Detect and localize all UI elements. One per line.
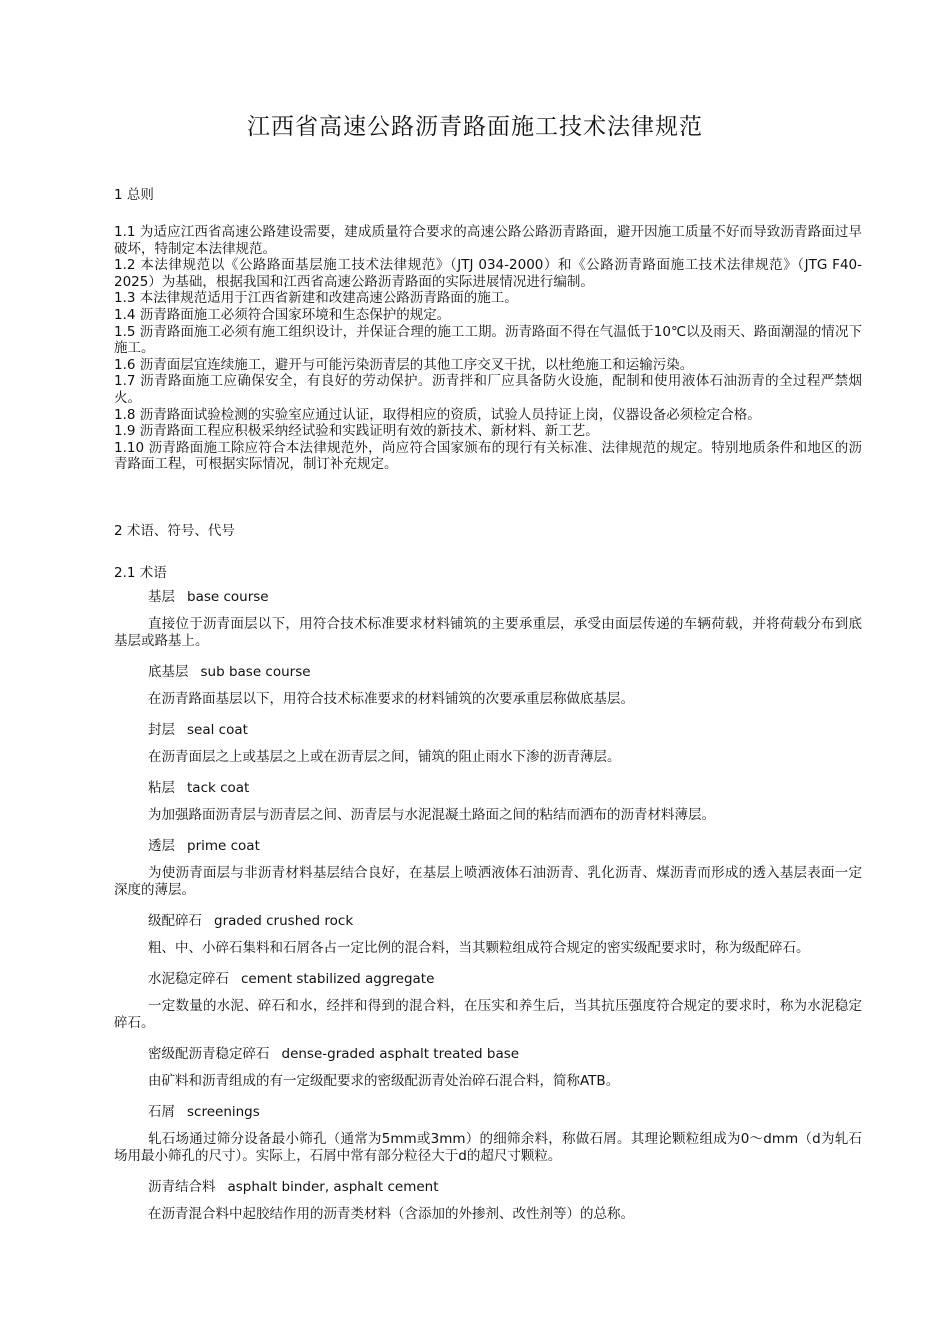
term-heading	[148, 912, 862, 931]
clause-1-5: 1.5 沥青路面施工必须有施工组织设计，并保证合理的施工工期。沥青路面不得在气温低于10℃以及雨天、路面潮湿的情况下施工。	[114, 323, 862, 357]
term-definition: 在沥青面层之上或基层之上或在沥青层之间，铺筑的阻止雨水下渗的沥青薄层。	[148, 749, 621, 765]
general-clauses	[114, 224, 862, 473]
term-zh: 透层	[148, 838, 175, 854]
term-heading	[148, 1178, 862, 1197]
term-en: asphalt binder, asphalt cement	[227, 1179, 439, 1195]
clause-1-9: 1.9 沥青路面工程应积极采纳经试验和实践证明有效的新技术、新材料、新工艺。	[114, 423, 599, 440]
term-heading	[148, 588, 862, 607]
term-zh: 粘层	[148, 780, 175, 796]
document-title: 江西省高速公路沥青路面施工技术法律规范	[247, 114, 703, 140]
term-definition: 一定数量的水泥、碎石和水，经拌和得到的混合料，在压实和养生后，当其抗压强度符合规定的要求时，称为水泥稳定碎石。	[114, 998, 862, 1031]
term-definition: 粗、中、小碎石集料和石屑各占一定比例的混合料，当其颗粒组成符合规定的密实级配要求时，称为级配碎石。	[148, 940, 810, 956]
term-entry	[114, 663, 862, 708]
term-definition: 由矿料和沥青组成的有一定级配要求的密级配沥青处治碎石混合料，简称ATB。	[148, 1073, 620, 1089]
section-1-heading: 1 总则	[114, 187, 154, 203]
term-definition: 在沥青路面基层以下，用符合技术标准要求的材料铺筑的次要承重层称做底基层。	[148, 691, 634, 707]
clause-1-4: 1.4 沥青路面施工必须符合国家环境和生态保护的规定。	[114, 306, 451, 323]
clause-1-2: 1.2 本法律规范以《公路路面基层施工技术法律规范》（JTJ 034-2000）和《公路沥青路面施工技术法律规范》（JTG F40-2025）为基础，根据我国和江西省高速公路沥青路面的实际进展情况进行编制。	[114, 257, 862, 290]
term-heading	[148, 837, 862, 856]
term-definition: 为加强路面沥青层与沥青层之间、沥青层与水泥混凝土路面之间的粘结而洒布的沥青材料薄层。	[148, 807, 715, 823]
term-entry	[114, 779, 862, 824]
term-entry	[114, 1178, 862, 1223]
term-entry	[114, 721, 862, 766]
term-entry	[114, 588, 862, 650]
term-entry	[114, 912, 862, 957]
term-definition: 为使沥青面层与非沥青材料基层结合良好，在基层上喷洒液体石油沥青、乳化沥青、煤沥青而形成的透入基层表面一定深度的薄层。	[114, 865, 862, 898]
term-heading	[148, 779, 862, 798]
term-definition: 轧石场通过筛分设备最小筛孔（通常为5mm或3mm）的细筛余料，称做石屑。其理论颗粒组成为0～dmm（d为轧石场用最小筛孔的尺寸）。实际上，石屑中常有部分粒径大于d的超尺寸颗粒。	[114, 1131, 862, 1164]
term-zh: 沥青结合料	[148, 1179, 216, 1195]
term-en: cement stabilized aggregate	[241, 971, 435, 987]
clause-1-1: 1.1 为适应江西省高速公路建设需要，建成质量符合要求的高速公路公路沥青路面，避开因施工质量不好而导致沥青路面过早破坏，特制定本法律规范。	[114, 224, 862, 257]
term-en: prime coat	[187, 838, 260, 854]
section-2-heading: 2 术语、符号、代号	[114, 523, 235, 539]
term-heading	[148, 1103, 862, 1122]
term-definition: 在沥青混合料中起胶结作用的沥青类材料（含添加的外掺剂、改性剂等）的总称。	[148, 1206, 634, 1222]
term-entry	[114, 970, 862, 1032]
term-heading	[148, 663, 862, 682]
clause-1-6: 1.6 沥青面层宜连续施工，避开与可能污染沥青层的其他工序交叉干扰，以杜绝施工和运输污染。	[114, 356, 694, 373]
term-zh: 封层	[148, 722, 175, 738]
clause-1-7: 1.7 沥青路面施工应确保安全，有良好的劳动保护。沥青拌和厂应具备防火设施，配制和使用液体石油沥青的全过程严禁烟火。	[114, 373, 862, 406]
term-en: screenings	[187, 1104, 260, 1120]
term-entry	[114, 837, 862, 899]
term-entry	[114, 1103, 862, 1165]
clause-1-3: 1.3 本法律规范适用于江西省新建和改建高速公路沥青路面的施工。	[114, 290, 518, 307]
term-en: tack coat	[187, 780, 250, 796]
term-zh: 底基层	[148, 664, 189, 680]
term-heading	[148, 970, 862, 989]
term-en: dense-graded asphalt treated base	[281, 1046, 520, 1062]
term-en: graded crushed rock	[214, 913, 354, 929]
term-definition: 直接位于沥青面层以下，用符合技术标准要求材料铺筑的主要承重层，承受由面层传递的车辆荷载，并将荷载分布到底基层或路基上。	[114, 616, 862, 649]
term-heading	[148, 1045, 862, 1064]
term-entry	[114, 1045, 862, 1090]
term-zh: 级配碎石	[148, 913, 202, 929]
term-zh: 水泥稳定碎石	[148, 971, 229, 987]
term-zh: 密级配沥青稳定碎石	[148, 1046, 270, 1062]
section-2-1-heading: 2.1 术语	[114, 565, 167, 581]
term-en: base course	[187, 589, 269, 605]
term-heading	[148, 721, 862, 740]
term-en: seal coat	[187, 722, 248, 738]
term-en: sub base course	[200, 664, 311, 680]
terms-list	[114, 588, 862, 1236]
term-zh: 石屑	[148, 1104, 175, 1120]
clause-1-10: 1.10 沥青路面施工除应符合本法律规范外，尚应符合国家颁布的现行有关标准、法律规范的规定。特别地质条件和地区的沥青路面工程，可根据实际情况，制订补充规定。	[114, 439, 862, 473]
term-zh: 基层	[148, 589, 175, 605]
clause-1-8: 1.8 沥青路面试验检测的实验室应通过认证，取得相应的资质，试验人员持证上岗，仪器设备必须检定合格。	[114, 406, 761, 423]
